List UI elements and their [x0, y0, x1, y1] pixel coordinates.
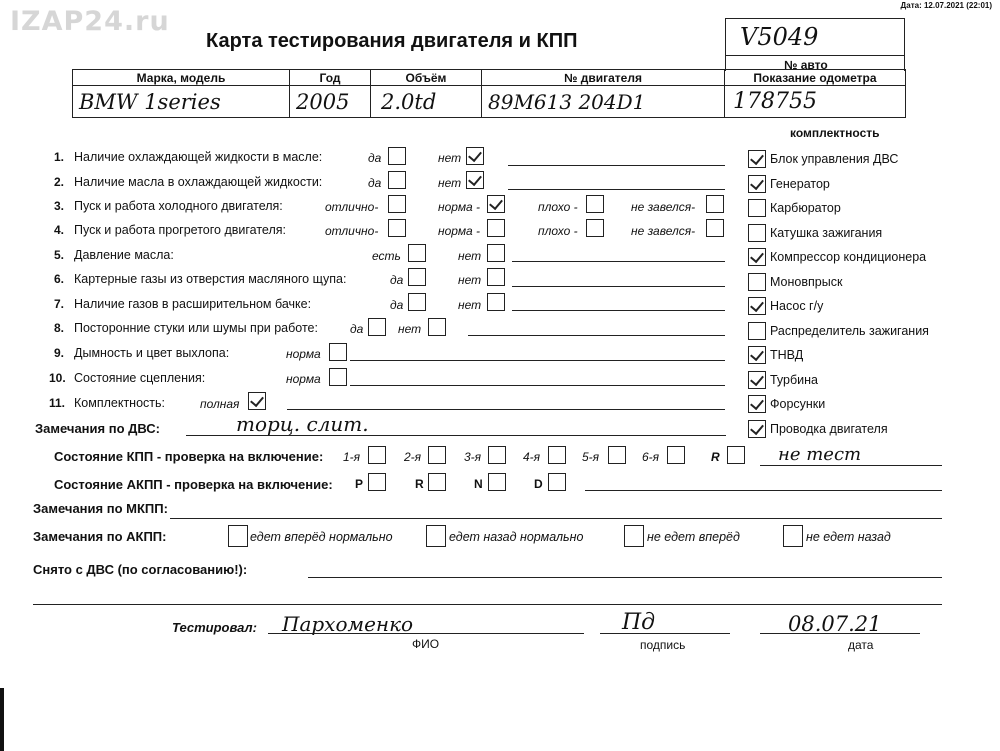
col-make-model: Марка, модель	[73, 70, 290, 86]
checkbox-da[interactable]	[368, 318, 386, 336]
fio-caption: ФИО	[412, 637, 440, 651]
row-number: 1.	[54, 150, 65, 164]
komplekt-item: Генератор	[770, 177, 830, 191]
auto-number-box	[725, 18, 905, 71]
komplekt-checkbox[interactable]	[748, 175, 766, 193]
kpp-note: не тест	[778, 444, 862, 465]
akpp-position: P	[355, 477, 364, 491]
option-label: нет	[438, 151, 462, 165]
akpp-no-forward-checkbox[interactable]	[624, 525, 644, 547]
komplekt-item: Проводка двигателя	[770, 422, 888, 436]
row-number: 3.	[54, 199, 65, 213]
page-title: Карта тестирования двигателя и КПП	[206, 30, 578, 52]
gear-5-checkbox[interactable]	[608, 446, 626, 464]
option-label: да	[390, 298, 404, 312]
option-label: норма	[286, 372, 321, 386]
checkbox-da[interactable]	[388, 147, 406, 165]
komplekt-checkbox[interactable]	[748, 248, 766, 266]
row-label: Наличие газов в расширительном бачке:	[74, 297, 312, 311]
komplekt-title: комплектность	[790, 126, 880, 140]
option-label: да	[390, 273, 404, 287]
komplekt-checkbox[interactable]	[748, 150, 766, 168]
row-label: Наличие охлаждающей жидкости в масле:	[74, 150, 323, 164]
checkbox-ne-zavelsya[interactable]	[706, 195, 724, 213]
komplekt-checkbox[interactable]	[748, 199, 766, 217]
signature-caption: подпись	[640, 638, 686, 652]
option-label: нет	[458, 273, 482, 287]
remarks-dvs-label: Замечания по ДВС:	[35, 421, 160, 436]
gear-2-checkbox[interactable]	[428, 446, 446, 464]
option-label: да	[368, 176, 382, 190]
akpp-p-checkbox[interactable]	[368, 473, 386, 491]
vehicle-info-table	[72, 69, 906, 118]
gear-label: 6-я	[642, 450, 660, 464]
option-label: есть	[372, 249, 401, 263]
checkbox-ploho[interactable]	[586, 195, 604, 213]
gear-label: 2-я	[404, 450, 422, 464]
komplekt-checkbox[interactable]	[748, 346, 766, 364]
row-label: Дымность и цвет выхлопа:	[74, 346, 230, 360]
komplekt-checkbox[interactable]	[748, 322, 766, 340]
komplekt-checkbox[interactable]	[748, 273, 766, 291]
row-label: Комплектность:	[74, 396, 165, 410]
checkbox-net[interactable]	[466, 147, 484, 165]
checkbox-net[interactable]	[428, 318, 446, 336]
year-value: 2005	[296, 89, 350, 114]
checkbox-otlichno[interactable]	[388, 219, 406, 237]
make-model-value: BMW 1series	[79, 89, 221, 114]
signature-handwritten: Пд	[622, 610, 656, 635]
checkbox-norma[interactable]	[487, 219, 505, 237]
akpp-position: D	[534, 477, 543, 491]
komplekt-item: Турбина	[770, 373, 818, 387]
komplekt-checkbox[interactable]	[748, 297, 766, 315]
akpp-backward-ok-checkbox[interactable]	[426, 525, 446, 547]
scan-edge-mark	[0, 688, 4, 751]
col-volume: Объём	[371, 70, 482, 86]
akpp-option: не едет назад	[806, 530, 891, 544]
checkbox-ne-zavelsya[interactable]	[706, 219, 724, 237]
option-label: плохо -	[538, 224, 578, 238]
option-label: норма	[286, 347, 321, 361]
akpp-option: едет вперёд нормально	[250, 530, 393, 544]
date-handwritten: 08.07.21	[788, 612, 882, 636]
gear-3-checkbox[interactable]	[488, 446, 506, 464]
remarks-akpp-label: Замечания по АКПП:	[33, 529, 167, 544]
tested-label: Тестировал:	[172, 620, 257, 635]
col-odometer: Показание одометра	[725, 70, 906, 86]
row-number: 9.	[54, 346, 65, 360]
gear-4-checkbox[interactable]	[548, 446, 566, 464]
option-label: плохо -	[538, 200, 578, 214]
akpp-r-checkbox[interactable]	[428, 473, 446, 491]
option-label: нет	[438, 176, 462, 190]
akpp-forward-ok-checkbox[interactable]	[228, 525, 248, 547]
checkbox-norma[interactable]	[329, 368, 347, 386]
gear-label: R	[711, 450, 720, 464]
tester-name-handwritten: Пархоменко	[282, 612, 414, 636]
checkbox-da[interactable]	[408, 268, 426, 286]
remarks-dvs-value: торц. слит.	[236, 412, 369, 436]
printed-date: Дата: 12.07.2021 (22:01)	[900, 1, 992, 10]
row-label: Состояние сцепления:	[74, 371, 206, 385]
gear-r-checkbox[interactable]	[727, 446, 745, 464]
checkbox-norma[interactable]	[329, 343, 347, 361]
option-label: отлично-	[325, 224, 379, 238]
checkbox-net[interactable]	[466, 171, 484, 189]
akpp-no-backward-checkbox[interactable]	[783, 525, 803, 547]
option-label: да	[350, 322, 364, 336]
option-label: не завелся-	[631, 200, 696, 214]
komplekt-checkbox[interactable]	[748, 420, 766, 438]
row-label: Пуск и работа прогретого двигателя:	[74, 223, 286, 237]
komplekt-item: ТНВД	[770, 348, 804, 362]
col-year: Год	[290, 70, 371, 86]
option-label: не завелся-	[631, 224, 696, 238]
option-label: да	[368, 151, 382, 165]
akpp-position: R	[415, 477, 424, 491]
komplekt-item: Насос г/у	[770, 299, 824, 313]
row-number: 2.	[54, 175, 65, 189]
komplekt-item: Компрессор кондиционера	[770, 250, 927, 264]
gear-label: 4-я	[523, 450, 541, 464]
volume-value: 2.0td	[381, 89, 437, 114]
gear-6-checkbox[interactable]	[667, 446, 685, 464]
vehicle-number-handwritten: V5049	[740, 23, 819, 51]
komplekt-item: Форсунки	[770, 397, 826, 411]
checkbox-otlichno[interactable]	[388, 195, 406, 213]
gear-label: 3-я	[464, 450, 482, 464]
row-number: 10.	[49, 371, 66, 385]
komplekt-item: Распределитель зажигания	[770, 324, 929, 338]
row-label: Пуск и работа холодного двигателя:	[74, 199, 283, 213]
row-number: 8.	[54, 321, 65, 335]
gear-label: 1-я	[343, 450, 361, 464]
komplekt-checkbox[interactable]	[748, 371, 766, 389]
akpp-d-checkbox[interactable]	[548, 473, 566, 491]
komplekt-item: Катушка зажигания	[770, 226, 883, 240]
row-label: Давление масла:	[74, 248, 174, 262]
checkbox-da[interactable]	[408, 293, 426, 311]
option-label: норма -	[438, 224, 481, 238]
checkbox-norma[interactable]	[487, 195, 505, 213]
komplekt-item: Блок управления ДВС	[770, 152, 899, 166]
option-label: нет	[458, 298, 482, 312]
col-engine-no: № двигателя	[482, 70, 725, 86]
engine-no-value: 89М613 204D1	[488, 89, 646, 114]
odometer-value: 178755	[733, 89, 817, 114]
option-label: нет	[398, 322, 422, 336]
akpp-n-checkbox[interactable]	[488, 473, 506, 491]
row-number: 11.	[49, 396, 66, 410]
row-number: 7.	[54, 297, 65, 311]
row-number: 5.	[54, 248, 65, 262]
auto-number-label: № авто	[784, 58, 828, 72]
row-label: Посторонние стуки или шумы при работе:	[74, 321, 318, 335]
akpp-position: N	[474, 477, 483, 491]
removed-label: Снято с ДВС (по согласованию!):	[33, 562, 248, 577]
row-number: 6.	[54, 272, 65, 286]
akpp-option: не едет вперёд	[647, 530, 740, 544]
komplekt-item: Моновпрыск	[770, 275, 843, 289]
checkbox-da[interactable]	[388, 171, 406, 189]
option-label: полная	[200, 397, 240, 411]
gear-label: 5-я	[582, 450, 600, 464]
akpp-label: Состояние АКПП - проверка на включение:	[54, 477, 333, 492]
checkbox-net[interactable]	[487, 268, 505, 286]
row-number: 4.	[54, 223, 65, 237]
option-label: нет	[458, 249, 482, 263]
checkbox-polnaya[interactable]	[248, 392, 266, 410]
checkbox-net[interactable]	[487, 244, 505, 262]
row-label: Картерные газы из отверстия масляного щупа:	[74, 272, 347, 286]
remarks-mkpp-label: Замечания по МКПП:	[33, 501, 168, 516]
komplekt-checkbox[interactable]	[748, 224, 766, 242]
checkbox-est[interactable]	[408, 244, 426, 262]
row-label: Наличие масла в охлаждающей жидкости:	[74, 175, 323, 189]
date-caption: дата	[848, 638, 874, 652]
komplekt-item: Карбюратор	[770, 201, 841, 215]
watermark: IZAP24.ru	[10, 6, 170, 37]
checkbox-ploho[interactable]	[586, 219, 604, 237]
checkbox-net[interactable]	[487, 293, 505, 311]
gear-1-checkbox[interactable]	[368, 446, 386, 464]
akpp-option: едет назад нормально	[449, 530, 584, 544]
option-label: отлично-	[325, 200, 379, 214]
komplekt-checkbox[interactable]	[748, 395, 766, 413]
kpp-label: Состояние КПП - проверка на включение:	[54, 449, 324, 464]
option-label: норма -	[438, 200, 481, 214]
